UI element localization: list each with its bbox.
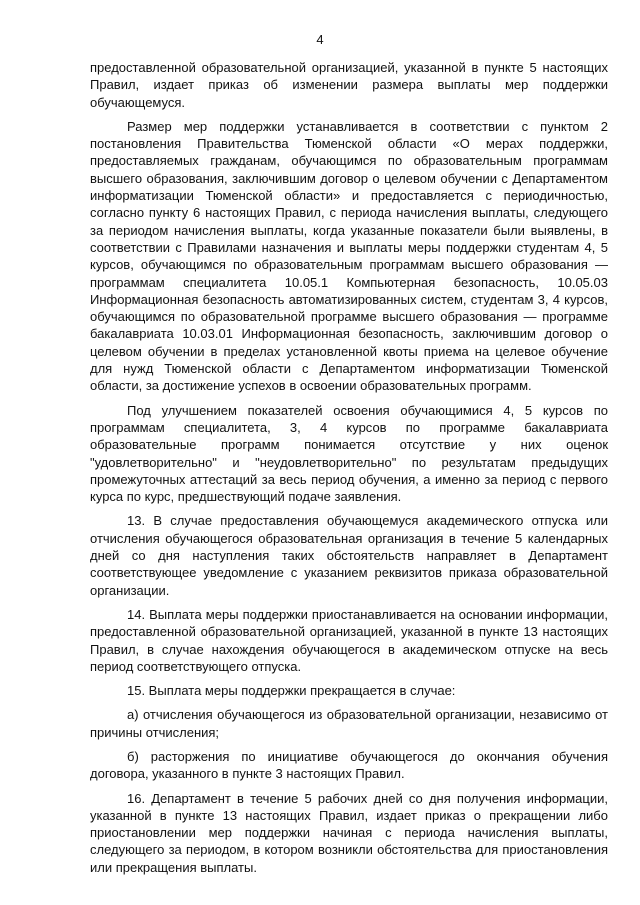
paragraph-item-15-b: б) расторжения по инициативе обучающегося до окончания обучения договора, указанного в пункте 3 настоящих Правил. [90, 748, 608, 782]
paragraph-item-14: 14. Выплата меры поддержки приостанавливается на основании информации, предоставленной образовательной организацией, указанной в пункте 13 настоящих Правил, в случае нахождения обучающегося в академическом отпуске на весь период соответствующего отпуска. [90, 606, 608, 674]
document-body [90, 59, 608, 876]
paragraph-improvement-definition: Под улучшением показателей освоения обучающимися 4, 5 курсов по программам специалитета, 3, 4 курсов по программе бакалавриата образовательные программ понимается отсутствие у них оценок "удовлетворительно" и "неудовлетворительно" по результатам предыдущих промежуточных аттестаций за весь период обучения, а именно за период с первого курса по курс, предшествующий подаче заявления. [90, 402, 608, 505]
paragraph-item-15: 15. Выплата меры поддержки прекращается в случае: [127, 683, 456, 699]
paragraph-item-15-a: а) отчисления обучающегося из образовательной организации, независимо от причины отчисления; [90, 707, 608, 740]
paragraph-item-13: 13. В случае предоставления обучающемуся академического отпуска или отчисления обучающегося образовательная организация в течение 5 календарных дней со дня наступления таких обстоятельств направляет в Департамент соответствующее уведомление с указанием реквизитов приказа образовательной организации. [90, 513, 608, 598]
paragraph-continuation: предоставленной образовательной организацией, указанной в пункте 5 настоящих Правил, издает приказ об изменении размера выплаты мер поддержки обучающемуся. [90, 60, 608, 110]
page-number: 4 [316, 32, 324, 47]
paragraph-item-16: 16. Департамент в течение 5 рабочих дней со дня получения информации, указанной в пункте 13 настоящих Правил, издает приказ о прекращении либо приостановлении мер поддержки начиная с периода начисления выплаты, следующего за периодом, в котором возникли обстоятельства для приостановления или прекращения выплаты. [90, 790, 608, 875]
paragraph-support-amount: Размер мер поддержки устанавливается в соответствии с пунктом 2 постановления Правительства Тюменской области «О мерах поддержки, предоставляемых гражданам, обучающимся по образовательным программам высшего образования, заключившим договор о целевом обучении с Департаментом информатизации Тюменской области» и предоставляется с периодичностью, согласно пункту 6 настоящих Правил, с периода начисления выплаты, следующего за периодом начисления выплаты, когда указанные показатели были выявлены, в соответствии с Правилами назначения и выплаты меры поддержки студентам 4, 5 курсов, обучающимся по образовательным программам высшего образования — программам специалитета 10.05.1 Компьютерная безопасность, 10.05.03 Информационная безопасность автоматизированных систем, студентам 3, 4 курсов, обучающимся по образовательной программе высшего образования — программе бакалавриата 10.03.01 Информационная безопасность, заключившим договор о целевом обучении в пределах установленной квоты приема на целевое обучение для нужд Тюменской области с Департаментом информатизации Тюменской области, за достижение успехов в освоении образовательных программ. [90, 118, 608, 394]
